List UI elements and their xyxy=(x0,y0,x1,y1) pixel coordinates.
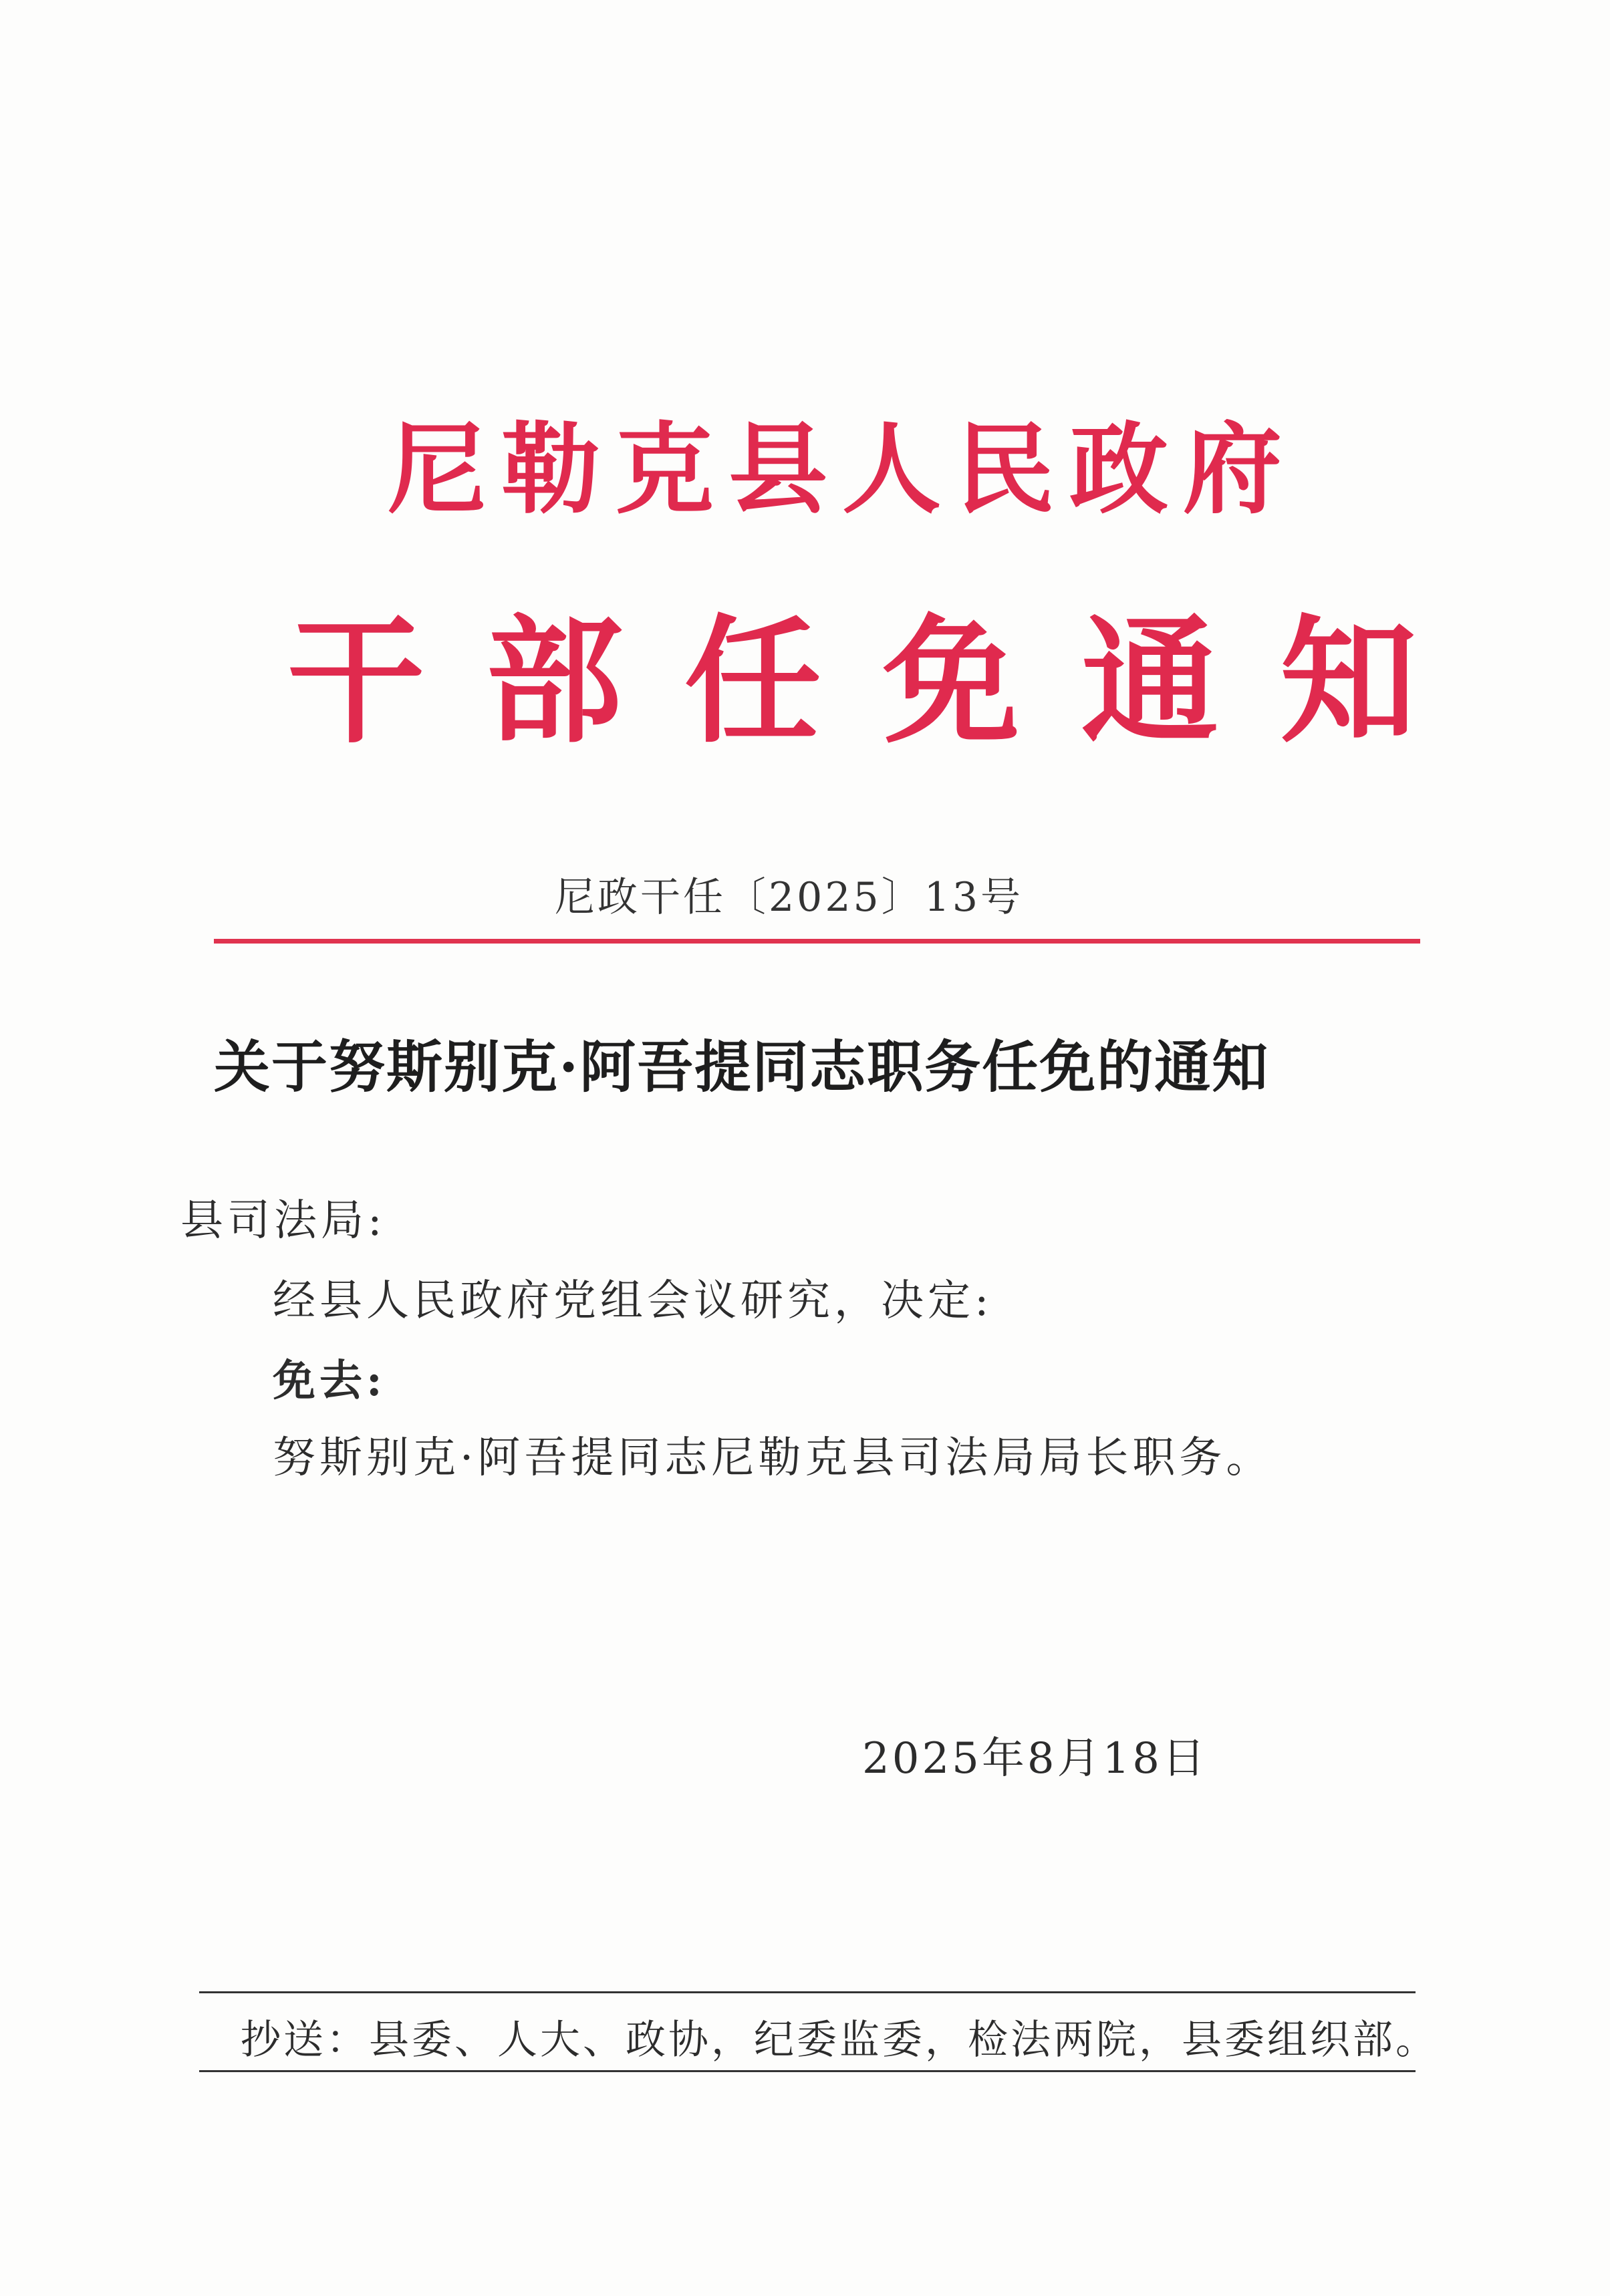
recipient-line: 县司法局: xyxy=(180,1196,386,1246)
issuing-organization: 尼勒克县人民政府 xyxy=(388,411,1297,527)
document-type-heading: 干部任免通知 xyxy=(287,601,1478,762)
cc-distribution-line: 抄送：县委、人大、政协，纪委监委，检法两院，县委组织部。 xyxy=(241,2017,1438,2063)
issue-date: 2025年8月18日 xyxy=(862,1734,1208,1783)
removal-text: 努斯别克·阿吾提同志尼勒克县司法局局长职务。 xyxy=(273,1433,1273,1483)
cc-top-rule xyxy=(199,1991,1416,1993)
document-number: 尼政干任〔2025〕13号 xyxy=(555,874,1024,921)
decision-line: 经县人民政府党组会议研究，决定: xyxy=(273,1276,993,1326)
removal-label: 免去: xyxy=(273,1356,386,1406)
red-separator-line xyxy=(214,939,1420,944)
cc-bottom-rule xyxy=(199,2070,1416,2072)
notice-title: 关于努斯别克·阿吾提同志职务任免的通知 xyxy=(214,1034,1270,1100)
